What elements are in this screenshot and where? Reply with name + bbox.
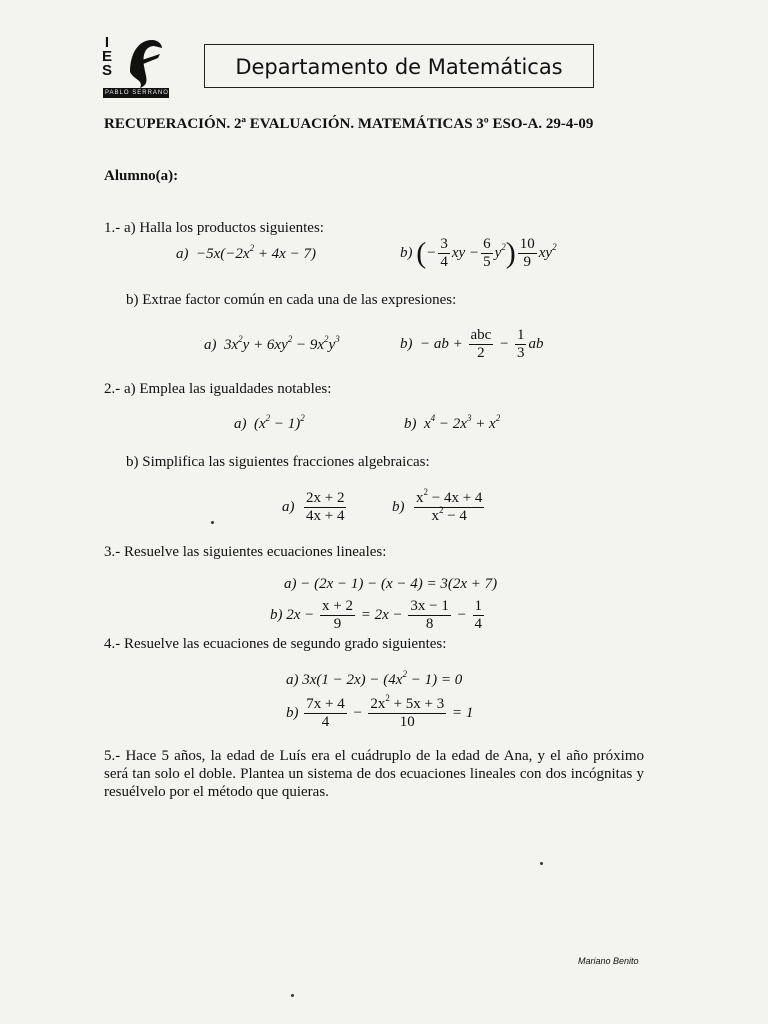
q4-prompt: 4.- Resuelve las ecuaciones de segundo grado siguientes: bbox=[104, 636, 447, 652]
q1-b-prompt: b) Extrae factor común en cada una de las expresiones: bbox=[126, 292, 457, 308]
q4-expr-a: a) $3x(1 - 2x) - (4x^2 - 1) = 0$ bbox=[286, 669, 463, 688]
q2-a-expr-b: b) $x^4 - 2x^3 + x^2$ bbox=[404, 413, 501, 432]
q2-b-expr-b: b) $\frac{x^2 - 4x + 4}{x^2 - 4}$ bbox=[392, 487, 483, 524]
q1-a-expr-a: $a) -5x(-2x^2 + 4x - 7)$ bbox=[176, 243, 316, 262]
department-box bbox=[204, 44, 594, 88]
logo-banner: PABLO SERRANO bbox=[105, 90, 169, 96]
logo-ies-text: I E S bbox=[101, 34, 112, 79]
q1-a-expr-b: b) (− $\frac{3}{4}$ xy − $\frac{6}{5}$ $y^2$) $\frac{10}{9}$ $xy^2$ bbox=[400, 236, 557, 270]
q3-prompt: 3.- Resuelve las siguientes ecuaciones lineales: bbox=[104, 544, 387, 560]
author-name: Mariano Benito bbox=[578, 956, 639, 966]
q2-b-expr-a: a) $\frac{2x + 2}{4x + 4}$ bbox=[282, 490, 345, 524]
q1-a-prompt: 1.- a) Halla los productos siguientes: bbox=[104, 220, 324, 236]
school-logo bbox=[100, 32, 170, 98]
q2-a-expr-a: a) $(x^2 - 1)^2$ bbox=[234, 413, 305, 432]
q4-expr-b: b) $\frac{7x + 4}{4}$ − $\frac{2x^2 + 5x + 3}{10}$ = 1 bbox=[286, 693, 474, 730]
q1-b-expr-a: a) $3x^2y + 6xy^2 - 9x^2y^3$ bbox=[204, 334, 340, 353]
exam-title: RECUPERACIÓN. 2ª EVALUACIÓN. MATEMÁTICAS 3º ESO-A. 29-4-09 bbox=[104, 116, 594, 132]
q2-b-prompt: b) Simplifica las siguientes fracciones algebraicas: bbox=[126, 454, 430, 470]
logo-swan-icon bbox=[100, 32, 170, 92]
q3-expr-b: b) 2x − $\frac{x + 2}{9}$ = 2x − $\frac{3x - 1}{8}$ − $\frac{1}{4}$ bbox=[270, 598, 482, 632]
q1-b-expr-b: b) − ab + $\frac{\text{abc}}{2}$ − $\frac{1}{3}$ ab bbox=[400, 327, 544, 361]
department-title: Departamento de Matemáticas bbox=[235, 55, 563, 79]
scan-speck bbox=[540, 862, 543, 865]
q5-text: 5.- Hace 5 años, la edad de Luís era el cuádruplo de la edad de Ana, y el año próximo será tan solo el doble. Plantea un sistema de dos ecuaciones lineales con dos incógnitas y resuélvelo por el método que quieras. bbox=[104, 748, 644, 800]
q3-expr-a: a) − (2x − 1) − (x − 4) = 3(2x + 7) bbox=[284, 576, 498, 592]
student-label: Alumno(a): bbox=[104, 168, 179, 184]
scan-speck bbox=[211, 521, 214, 524]
scan-speck bbox=[291, 994, 294, 997]
q2-a-prompt: 2.- a) Emplea las igualdades notables: bbox=[104, 381, 332, 397]
